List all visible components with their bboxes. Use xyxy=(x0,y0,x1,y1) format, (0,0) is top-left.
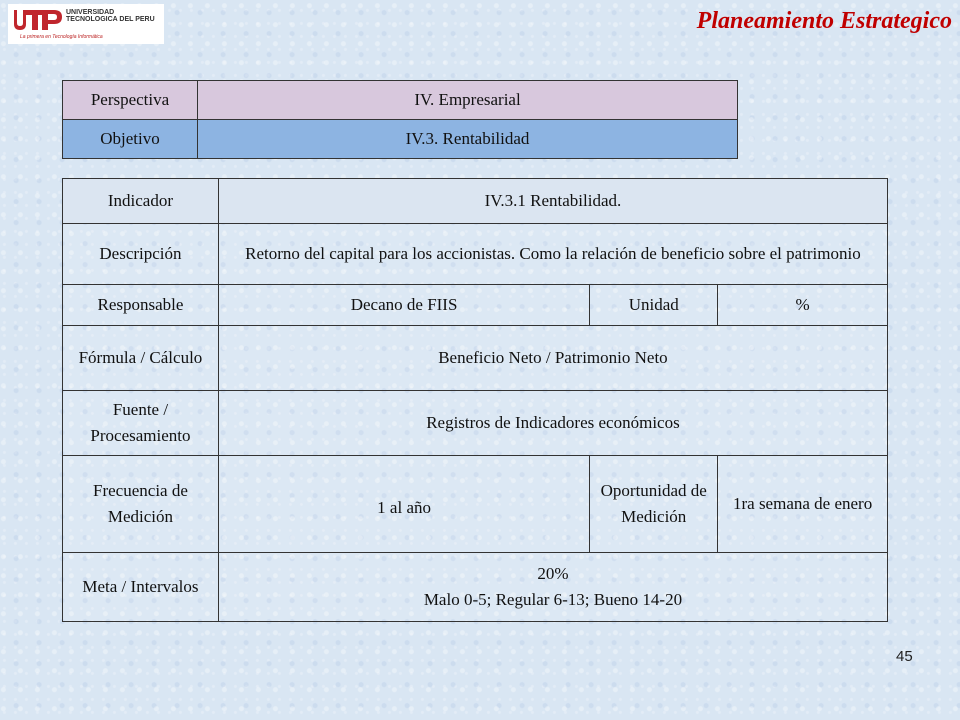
meta-cell xyxy=(218,553,887,622)
utp-logo-icon xyxy=(12,7,64,33)
fuente-row xyxy=(63,391,888,456)
meta-value: 20% xyxy=(537,564,569,583)
objetivo-row xyxy=(63,120,738,159)
objetivo-label: Objetivo xyxy=(63,120,198,159)
meta-label: Meta / Intervalos xyxy=(63,553,219,622)
perspectiva-row xyxy=(63,81,738,120)
slide-title: Planeamiento Estrategico xyxy=(696,8,952,34)
fuente-value: Registros de Indicadores económicos xyxy=(218,391,887,456)
responsable-value: Decano de FIIS xyxy=(218,285,589,326)
perspectiva-value: IV. Empresarial xyxy=(198,81,738,120)
objetivo-value: IV.3. Rentabilidad xyxy=(198,120,738,159)
unidad-label: Unidad xyxy=(590,285,718,326)
perspective-table xyxy=(62,80,738,159)
responsable-row xyxy=(63,285,888,326)
unidad-value: % xyxy=(718,285,888,326)
frecuencia-value: 1 al año xyxy=(218,456,589,553)
page-number: 45 xyxy=(896,648,913,665)
indicador-value: IV.3.1 Rentabilidad. xyxy=(218,179,887,224)
perspectiva-label: Perspectiva xyxy=(63,81,198,120)
university-logo xyxy=(8,4,164,44)
formula-value: Beneficio Neto / Patrimonio Neto xyxy=(218,326,887,391)
university-tagline: La primera en Tecnología Informática xyxy=(20,34,103,40)
responsable-label: Responsable xyxy=(63,285,219,326)
indicator-table xyxy=(62,178,888,622)
frecuencia-label: Frecuencia de Medición xyxy=(63,456,219,553)
formula-row xyxy=(63,326,888,391)
meta-row xyxy=(63,553,888,622)
university-name: UNIVERSIDAD TECNOLOGICA DEL PERU xyxy=(66,9,155,23)
descripcion-row xyxy=(63,224,888,285)
frecuencia-row xyxy=(63,456,888,553)
intervalos-value: Malo 0-5; Regular 6-13; Bueno 14-20 xyxy=(423,590,683,609)
fuente-label: Fuente / Procesamiento xyxy=(63,391,219,456)
formula-label: Fórmula / Cálculo xyxy=(63,326,219,391)
indicador-row xyxy=(63,179,888,224)
oportunidad-label: Oportunidad de Medición xyxy=(590,456,718,553)
descripcion-label: Descripción xyxy=(63,224,219,285)
indicador-label: Indicador xyxy=(63,179,219,224)
oportunidad-value: 1ra semana de enero xyxy=(718,456,888,553)
descripcion-value: Retorno del capital para los accionistas. Como la relación de beneficio sobre el patrimonio xyxy=(218,224,887,285)
